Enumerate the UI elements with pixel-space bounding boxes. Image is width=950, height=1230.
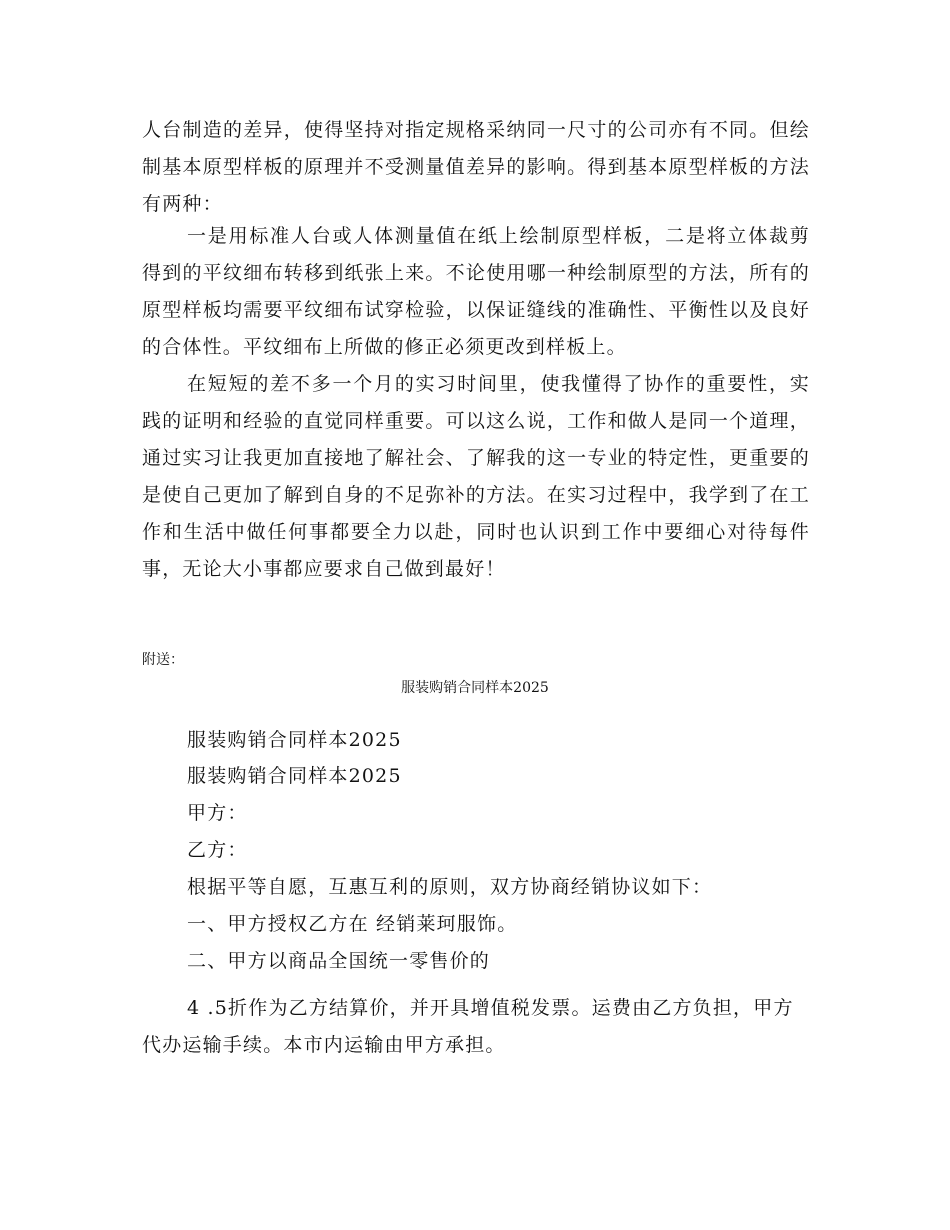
contract-clause-2-continued: 4 .5折作为乙方结算价，并开具增值税发票。运费由乙方负担，甲方代办运输手续。本市内运输由甲方承担。	[142, 997, 794, 1056]
contract-intro: 根据平等自愿，互惠互利的原则，双方协商经销协议如下：	[187, 876, 713, 898]
appendix-label: 附送：	[142, 652, 184, 668]
party-b-label: 乙方：	[187, 839, 248, 861]
contract-clause-2: 二、甲方以商品全国统一零售价的	[187, 950, 491, 972]
paragraph-intro: 人台制造的差异，使得坚持对指定规格采纳同一尺寸的公司亦有不同。但绘制基本原型样板的原理并不受测量值差异的影响。得到基本原型样板的方法有两种：	[142, 119, 810, 215]
contract-heading-1: 服装购销合同样本2025	[187, 729, 402, 751]
contract-heading-2: 服装购销合同样本2025	[187, 765, 402, 787]
party-a-label: 甲方：	[187, 802, 248, 824]
paragraph-methods: 一是用标准人台或人体测量值在纸上绘制原型样板，二是将立体裁剪得到的平纹细布转移到纸张上来。不论使用哪一种绘制原型的方法，所有的原型样板均需要平纹细布试穿检验，以保证缝线的准确性、平衡性以及良好的合体性。平纹细布上所做的修正必须更改到样板上。	[142, 225, 810, 358]
paragraph-internship-reflection: 在短短的差不多一个月的实习时间里，使我懂得了协作的重要性，实践的证明和经验的直觉同样重要。可以这么说，工作和做人是同一个道理，通过实习让我更加直接地了解社会、了解我的这一专业的特定性，更重要的是使自己更加了解到自身的不足弥补的方法。在实习过程中，我学到了在工作和生活中做任何事都要全力以赴，同时也认识到工作中要细心对待每件事，无论大小事都应要求自己做到最好！	[142, 373, 810, 580]
appendix-title: 服装购销合同样本2025	[401, 680, 549, 696]
contract-clause-1: 一、甲方授权乙方在 经销莱珂服饰。	[187, 913, 518, 935]
